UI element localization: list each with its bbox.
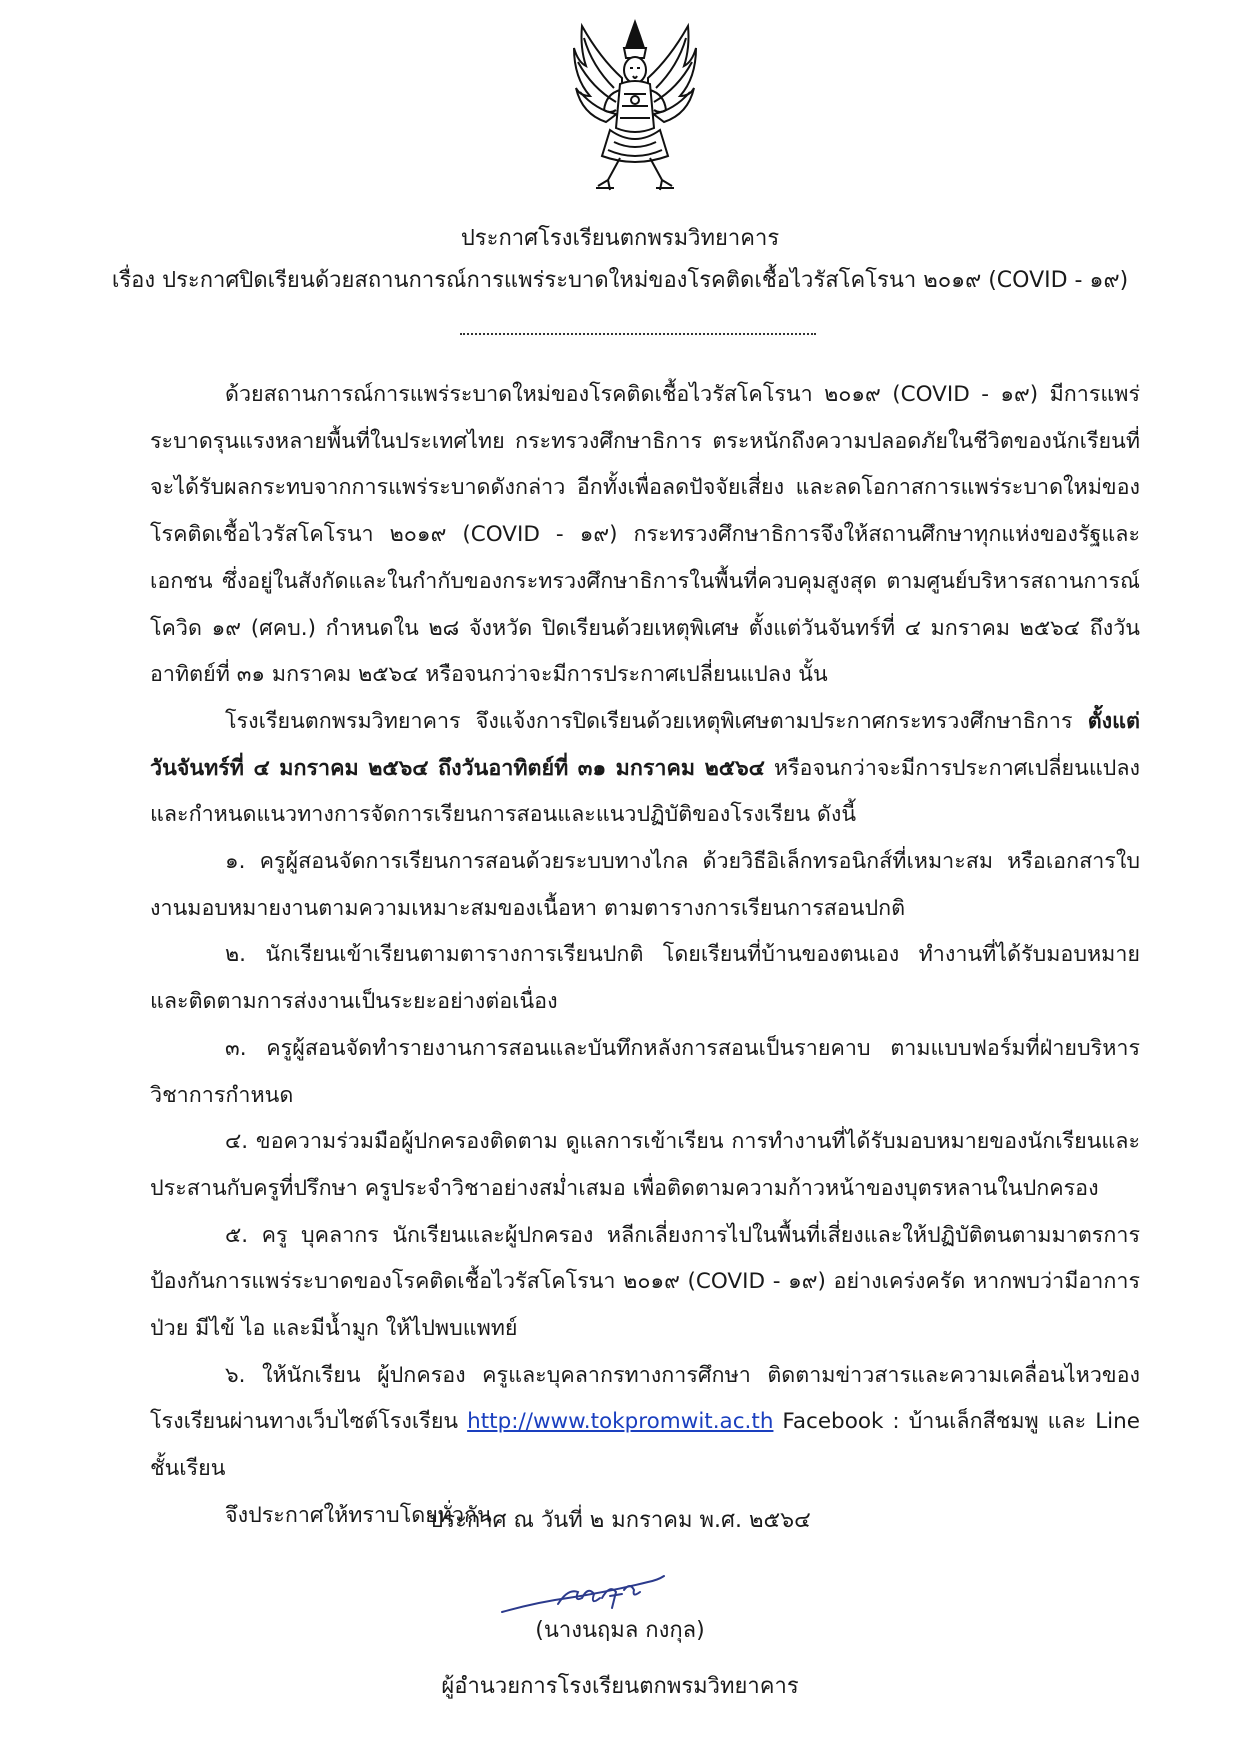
- closure-paragraph: [150, 699, 1140, 839]
- announcement-date: ประกาศ ณ วันที่ ๒ มกราคม พ.ศ. ๒๕๖๔: [429, 1508, 811, 1533]
- list-item-2: ๒. นักเรียนเข้าเรียนตามตารางการเรียนปกติ โดยเรียนที่บ้านของตนเอง ทำงานที่ได้รับมอบหมายและติดตามการส่งงานเป็นระยะอย่างต่อเนื่อง: [150, 942, 1140, 1015]
- dotted-divider: [460, 333, 816, 335]
- signer-name: (นางนฤมล กงกุล): [535, 1618, 705, 1643]
- signer-title: ผู้อำนวยการโรงเรียนตกพรมวิทยาคาร: [441, 1674, 799, 1699]
- school-website-link[interactable]: http://www.tokpromwit.ac.th: [467, 1409, 774, 1435]
- list-item-6: [150, 1353, 1140, 1493]
- list-item-4: ๔. ขอความร่วมมือผู้ปกครองติดตาม ดูแลการเข้าเรียน การทำงานที่ได้รับมอบหมายของนักเรียนและประสานกับครูที่ปรึกษา ครูประจำวิชาอย่างสม่ำเสมอ เพื่อติดตามความก้าวหน้าของบุตรหลานในปกครอง: [150, 1129, 1140, 1201]
- announcement-subject: เรื่อง ประกาศปิดเรียนด้วยสถานการณ์การแพร่ระบาดใหม่ของโรคติดเชื้อไวรัสโคโรนา ๒๐๑๙ (COVID - ๑๙): [111, 268, 1129, 293]
- announcement-title: ประกาศโรงเรียนตกพรมวิทยาคาร: [460, 226, 780, 251]
- closure-dates-bold: ตั้งแต่วันจันทร์ที่ ๔ มกราคม ๒๕๖๔ ถึงวันอาทิตย์ที่ ๓๑ มกราคม ๒๕๖๔: [150, 708, 1140, 781]
- closure-text-end: หรือจนกว่าจะมีการประกาศเปลี่ยนแปลงและกำหนดแนวทางการจัดการเรียนการสอนและแนวปฏิบัติของโรงเรียน ดังนี้: [150, 755, 1140, 828]
- announcement-body: [150, 372, 1140, 1540]
- list-item-6-end: Facebook : บ้านเล็กสีชมพู และ Line ชั้นเรียน: [150, 1409, 1141, 1482]
- intro-paragraph: ด้วยสถานการณ์การแพร่ระบาดใหม่ของโรคติดเชื้อไวรัสโคโรนา ๒๐๑๙ (COVID - ๑๙) มีการแพร่ระบาดรุนแรงหลายพื้นที่ในประเทศไทย กระทรวงศึกษาธิการ ตระหนักถึงความปลอดภัยในชีวิตของนักเรียนที่จะได้รับผลกระทบจากการแพร่ระบาดดังกล่าว อีกทั้งเพื่อลดปัจจัยเสี่ยง และลดโอกาสการแพร่ระบาดใหม่ของโรคติดเชื้อไวรัสโคโรนา ๒๐๑๙ (COVID - ๑๙) กระทรวงศึกษาธิการจึงให้สถานศึกษาทุกแห่งของรัฐและเอกชน ซึ่งอยู่ในสังกัดและในกำกับของกระทรวงศึกษาธิการในพื้นที่ควบคุมสูงสุด ตามศูนย์บริหารสถานการณ์โควิด ๑๙ (ศคบ.) กำหนดใน ๒๘ จังหวัด ปิดเรียนด้วยเหตุพิเศษ ตั้งแต่วันจันทร์ที่ ๔ มกราคม ๒๕๖๔ ถึงวันอาทิตย์ที่ ๓๑ มกราคม ๒๕๖๔ หรือจนกว่าจะมีการประกาศเปลี่ยนแปลง นั้น: [150, 382, 1140, 688]
- list-item-3: ๓. ครูผู้สอนจัดทำรายงานการสอนและบันทึกหลังการสอนเป็นรายคาบ ตามแบบฟอร์มที่ฝ่ายบริหารวิชาการกำหนด: [150, 1035, 1140, 1108]
- closure-text-start: โรงเรียนตกพรมวิทยาคาร จึงแจ้งการปิดเรียนด้วยเหตุพิเศษตามประกาศกระทรวงศึกษาธิการ: [225, 708, 1088, 734]
- list-item-1: ๑. ครูผู้สอนจัดการเรียนการสอนด้วยระบบทางไกล ด้วยวิธีอิเล็กทรอนิกส์ที่เหมาะสม หรือเอกสารใบงานมอบหมายงานตามความเหมาะสมของเนื้อหา ตามตารางการเรียนการสอนปกติ: [150, 849, 1140, 921]
- list-item-5: ๕. ครู บุคลากร นักเรียนและผู้ปกครอง หลีกเลี่ยงการไปในพื้นที่เสี่ยงและให้ปฏิบัติตนตามมาตรการป้องกันการแพร่ระบาดของโรคติดเชื้อไวรัสโคโรนา ๒๐๑๙ (COVID - ๑๙) อย่างเคร่งครัด หากพบว่ามีอาการ ป่วย มีไข้ ไอ และมีน้ำมูก ให้ไปพบแพทย์: [150, 1222, 1140, 1342]
- garuda-emblem-icon: [570, 18, 700, 198]
- closing-line: จึงประกาศให้ทราบโดยทั่วกัน: [225, 1502, 492, 1528]
- list-item-6-start: ๖. ให้นักเรียน ผู้ปกครอง ครูและบุคลากรทางการศึกษา ติดตามข่าวสารและความเคลื่อนไหวของโรงเรียนผ่านทางเว็บไซต์โรงเรียน: [150, 1362, 1140, 1435]
